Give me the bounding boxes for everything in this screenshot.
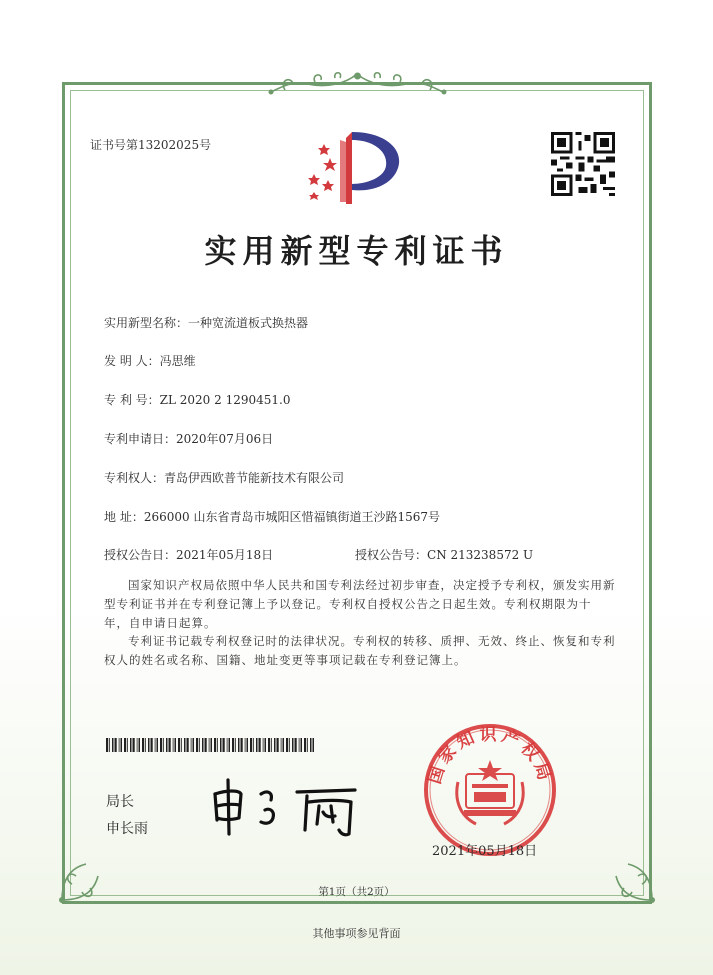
- grant-date: 2021年05月18日: [176, 548, 274, 562]
- grant-date-row: [104, 546, 273, 563]
- barcode-icon: [106, 738, 314, 752]
- director-signature-icon: [205, 772, 365, 842]
- patentee-name: 青岛伊西欧普节能新技术有限公司: [164, 471, 345, 485]
- field-label: 地 址：: [104, 510, 144, 524]
- field-label: 发 明 人：: [104, 354, 160, 368]
- seal-text: 国家知识产权局: [424, 725, 556, 787]
- svg-text:国家知识产权局: [425, 725, 555, 786]
- director-title: 局长: [106, 794, 134, 810]
- top-ornament-icon: [245, 68, 470, 100]
- director-name: 申长雨: [106, 821, 148, 837]
- address-row: [104, 508, 440, 525]
- inventor-name: 冯思维: [159, 354, 196, 368]
- patent-number-row: [104, 391, 290, 408]
- filing-date: 2020年07月06日: [176, 432, 274, 446]
- utility-model-name: 一种宽流道板式换热器: [188, 316, 309, 330]
- field-label: 实用新型名称：: [104, 316, 189, 330]
- certificate-number: 证书号第13202025号: [90, 138, 212, 152]
- seal-date: 2021年05月18日: [432, 844, 538, 859]
- field-label: 专 利 号：: [104, 393, 160, 407]
- field-label: 专利权人：: [104, 471, 165, 485]
- qr-code-icon: [551, 132, 615, 196]
- page-number: 第1页（共2页）: [318, 886, 395, 898]
- patentee-row: [104, 469, 344, 486]
- field-label: 授权公告号：: [355, 548, 428, 562]
- footer-note: 其他事项参见背面: [312, 927, 401, 940]
- inventor-row: [104, 352, 196, 369]
- grant-number-row: [355, 546, 533, 563]
- patent-number: ZL 2020 2 1290451.0: [159, 393, 291, 407]
- grant-number: CN 213238572 U: [427, 548, 534, 562]
- field-label: 专利申请日：: [104, 432, 177, 446]
- patent-office-logo-icon: [300, 128, 412, 208]
- legal-status-paragraph: 专利证书记载专利权登记时的法律状况。专利权的转移、质押、无效、终止、恢复和专利权人的姓名或名称、国籍、地址变更等事项记载在专利登记簿上。: [104, 634, 616, 667]
- address: 266000 山东省青岛市城阳区惜福镇街道王沙路1567号: [143, 510, 440, 524]
- filing-date-row: [104, 430, 273, 447]
- certificate-title: 实用新型专利证书: [204, 232, 509, 270]
- grant-statement-paragraph: 国家知识产权局依照中华人民共和国专利法经过初步审查，决定授予专利权，颁发实用新型专利证书并在专利登记簿上予以登记。专利权自授权公告之日起生效。专利权期限为十年，自申请日起算。: [104, 578, 616, 630]
- utility-model-name-row: [104, 314, 308, 331]
- field-label: 授权公告日：: [104, 548, 177, 562]
- official-seal-icon: [420, 720, 560, 860]
